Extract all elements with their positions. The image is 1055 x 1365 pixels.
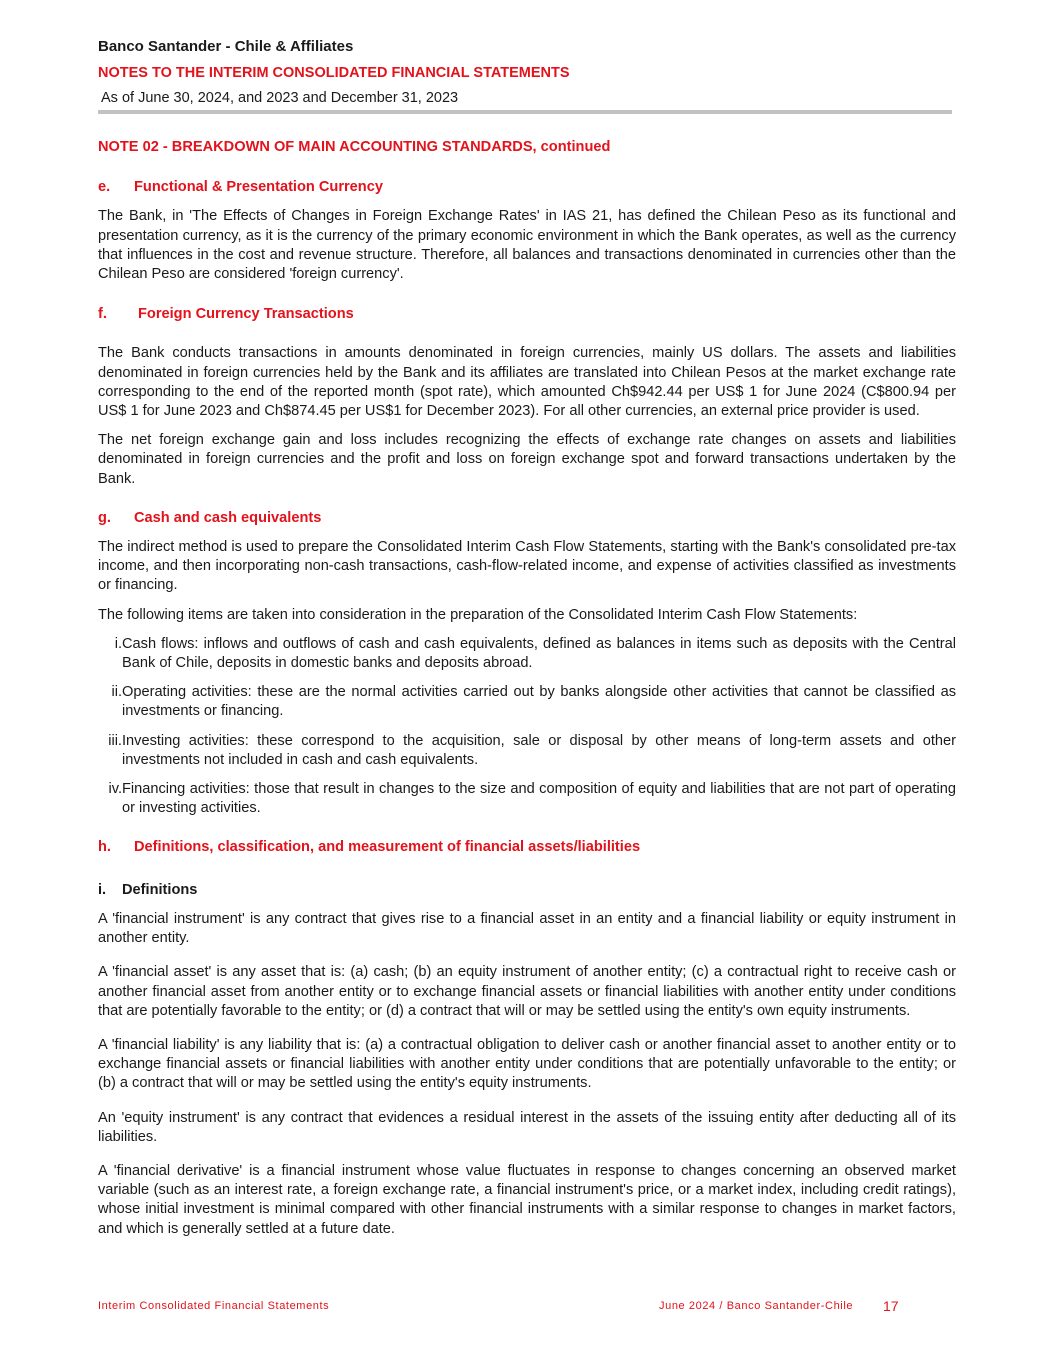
list-item [98, 780, 956, 818]
subsection-title: Definitions [122, 881, 198, 898]
note-title: NOTE 02 - BREAKDOWN OF MAIN ACCOUNTING STANDARDS, continued [98, 139, 611, 155]
list-number: iv. [108, 781, 122, 798]
list-number: i. [114, 635, 122, 652]
list-text: Cash flows: inflows and outflows of cash and cash equivalents, defined as balances in items such as deposits with the Central Bank of Chile, deposits in domestic banks and deposits abroad. [122, 635, 956, 672]
paragraph: An 'equity instrument' is any contract that evidences a residual interest in the assets of the issuing entity after deducting all of its liabilities. [98, 1109, 956, 1145]
list-text: Financing activities: those that result in changes to the size and composition of equity and liabilities that are not part of operating or investing activities. [122, 781, 956, 817]
footer-left: Interim Consolidated Financial Statements [98, 1300, 330, 1312]
paragraph: A 'financial derivative' is a financial instrument whose value fluctuates in response to changes concerning an observed market variable (such as an interest rate, a foreign exchange rate, a financial instrument's price, or a market index, including credit ratings), whose initial investment is minimal compared with other financial instruments with a similar response to changes in market factors, and which is generally settled at a future date. [98, 1162, 956, 1237]
list-text: Investing activities: these correspond to the acquisition, sale or disposal by other means of long-term assets and other investments not included in cash and cash equivalents. [122, 732, 956, 768]
header-divider [98, 110, 952, 114]
section-g-heading [98, 509, 956, 528]
page-number: 17 [883, 1298, 899, 1314]
section-title: Cash and cash equivalents [134, 509, 322, 526]
notes-title: NOTES TO THE INTERIM CONSOLIDATED FINANCIAL STATEMENTS [98, 65, 570, 81]
section-letter: h. [98, 839, 111, 856]
list-item [98, 635, 956, 673]
section-letter: f. [98, 306, 107, 323]
section-e-heading [98, 178, 956, 197]
list-number: ii. [111, 684, 122, 701]
section-letter: g. [98, 509, 111, 526]
section-h-heading [98, 838, 956, 857]
list-item [98, 732, 956, 770]
main-content [98, 138, 956, 1239]
paragraph: A 'financial asset' is any asset that is: (a) cash; (b) an equity instrument of another entity; (c) a contractual right to receive cash or another financial asset from another entity or to exchange financial assets or financial liabilities with another entity under conditions that are potentially favorable to the entity; or (d) a contract that will or may be settled using the entity's own equity instruments. [98, 964, 956, 1019]
page-header [98, 38, 952, 114]
footer-right: June 2024 / Banco Santander-Chile [659, 1300, 854, 1312]
paragraph: The following items are taken into consideration in the preparation of the Consolidated Interim Cash Flow Statements: [98, 606, 858, 623]
paragraph: The indirect method is used to prepare the Consolidated Interim Cash Flow Statements, starting with the Bank's consolidated pre-tax income, and then incorporating non-cash transactions, cash-flow-related income, and expense of activities classified as investments or financing. [98, 539, 956, 594]
section-letter: e. [98, 179, 111, 196]
subsection-letter: i. [98, 881, 107, 898]
date-line: As of June 30, 2024, and 2023 and December 31, 2023 [101, 90, 459, 106]
paragraph: The Bank conducts transactions in amounts denominated in foreign currencies, mainly US dollars. The assets and liabilities denominated in foreign currencies held by the Bank and its affiliates are translated into Chilean Pesos at the market exchange rate corresponding to the end of the reported month (spot rate), which amounted Ch$942.44 per US$ 1 for June 2024 (C$800.94 per US$ 1 for June 2023 and Ch$874.45 per US$1 for December 2023). For all other currencies, an external price provider is used. [98, 345, 956, 420]
section-title: Foreign Currency Transactions [138, 306, 354, 323]
subsection-heading [98, 881, 956, 900]
list-text: Operating activities: these are the normal activities carried out by banks alongside other activities that cannot be classified as investments or financing. [122, 684, 956, 720]
paragraph: The net foreign exchange gain and loss includes recognizing the effects of exchange rate changes on assets and liabilities denominated in foreign currencies and the profit and loss on foreign exchange spot and forward transactions undertaken by the Bank. [98, 432, 956, 487]
list-number: iii. [108, 732, 122, 749]
list-item [98, 683, 956, 721]
paragraph: A 'financial instrument' is any contract that gives rise to a financial asset in an entity and a financial liability or equity instrument in another entity. [98, 910, 956, 947]
paragraph: A 'financial liability' is any liability that is: (a) a contractual obligation to deliver cash or another financial asset to another entity or to exchange financial assets or financial liabilities with another entity under conditions that are potentially unfavorable to the entity; or (b) a contract that will or may be settled using the entity's equity instruments. [98, 1036, 956, 1092]
paragraph: The Bank, in 'The Effects of Changes in Foreign Exchange Rates' in IAS 21, has defined the Chilean Peso as its functional and presentation currency, as it is the currency of the primary economic environment in which the Bank operates, as well as the currency that influences in the cost and revenue structure. Therefore, all balances and transactions denominated in currencies other than the Chilean Peso are considered 'foreign currency'. [98, 208, 956, 283]
section-f-heading [98, 305, 956, 324]
company-name: Banco Santander - Chile & Affiliates [98, 38, 354, 55]
section-title: Functional & Presentation Currency [134, 179, 383, 196]
section-title: Definitions, classification, and measurement of financial assets/liabilities [134, 839, 641, 856]
